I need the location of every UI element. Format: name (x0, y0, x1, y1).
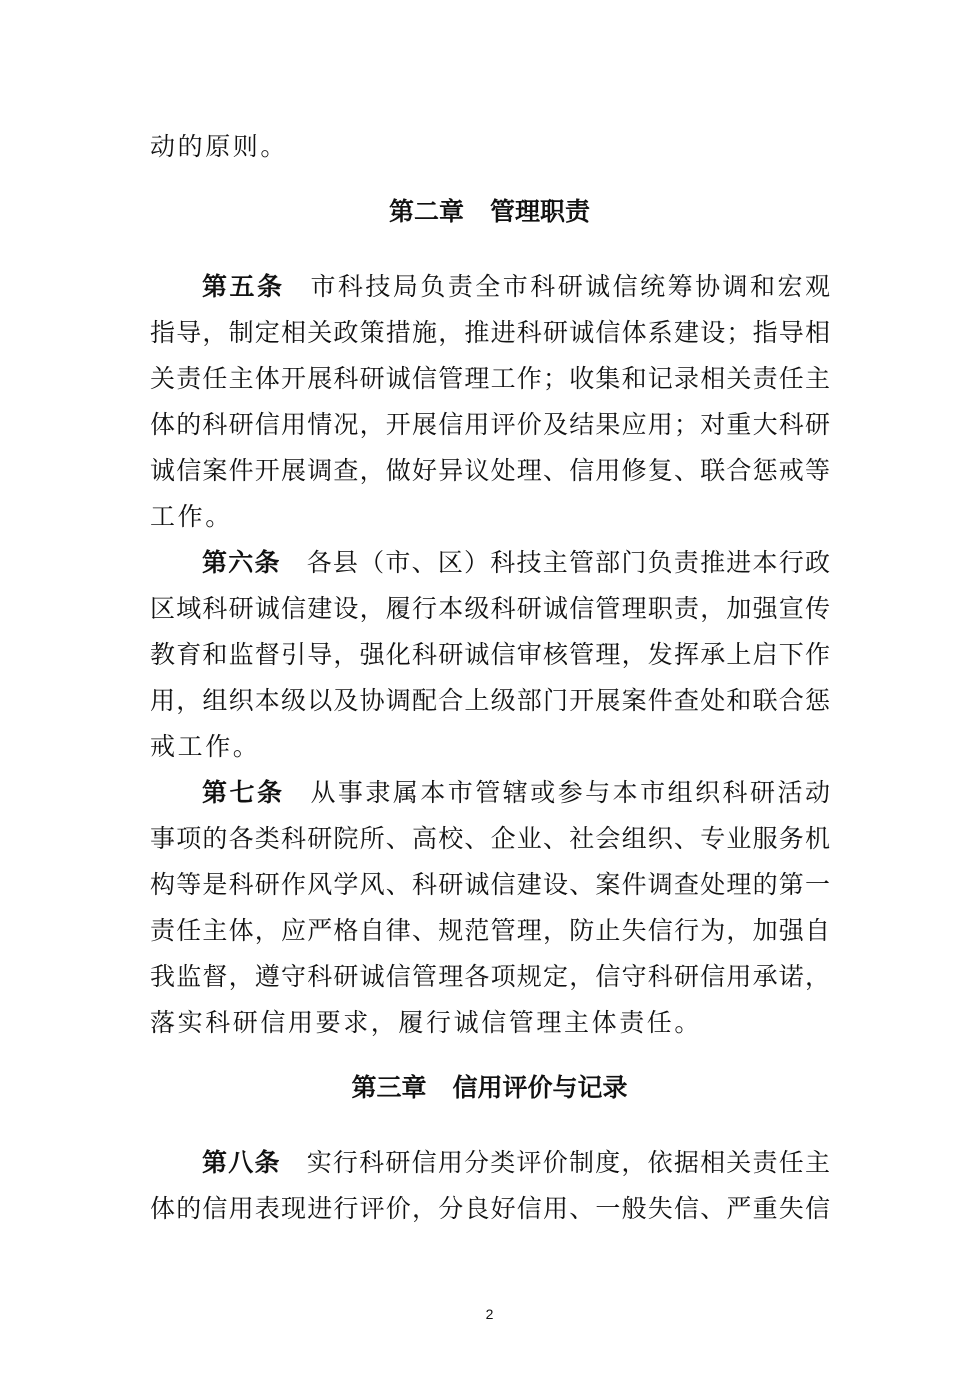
art7-line-3: 责任主体，应严格自律、规范管理，防止失信行为，加强自 (150, 916, 830, 945)
art8-label: 第八条 (202, 1148, 281, 1177)
art6-line-4: 戒工作。 (150, 732, 261, 761)
chapter-2-number: 第二章 (388, 197, 464, 226)
chapter-3-title: 信用评价与记录 (452, 1073, 628, 1102)
chapter-3-heading (0, 1071, 979, 1105)
art5-line-5: 工作。 (150, 502, 233, 531)
art5-label: 第五条 (202, 272, 285, 301)
page-number: 2 (485, 1306, 494, 1322)
art6-line-2: 教育和监督引导，强化科研诚信审核管理，发挥承上启下作 (150, 640, 830, 669)
art8-line-1: 体的信用表现进行评价，分良好信用、一般失信、严重失信 (150, 1194, 830, 1223)
lead-line: 动的原则。 (150, 132, 289, 161)
art5-line-2: 关责任主体开展科研诚信管理工作；收集和记录相关责任主 (150, 364, 830, 393)
art6-line-1: 区域科研诚信建设，履行本级科研诚信管理职责，加强宣传 (150, 594, 830, 623)
art7-label: 第七条 (202, 778, 285, 807)
chapter-2-title: 管理职责 (490, 197, 591, 226)
art5-line-1: 指导，制定相关政策措施，推进科研诚信体系建设；指导相 (150, 318, 830, 347)
art7-line-1: 事项的各类科研院所、高校、企业、社会组织、专业服务机 (150, 824, 830, 853)
art5-line-0: 第五条 市科技局负责全市科研诚信统筹协调和宏观 (202, 272, 830, 301)
art7-line-5: 落实科研信用要求，履行诚信管理主体责任。 (150, 1008, 703, 1037)
art6-label: 第六条 (202, 548, 281, 577)
art6-line-0: 第六条 各县（市、区）科技主管部门负责推进本行政 (202, 548, 830, 577)
art5-line-3: 体的科研信用情况，开展信用评价及结果应用；对重大科研 (150, 410, 830, 439)
art8-line-0: 第八条 实行科研信用分类评价制度，依据相关责任主 (202, 1148, 830, 1177)
art7-line-2: 构等是科研作风学风、科研诚信建设、案件调查处理的第一 (150, 870, 830, 899)
chapter-2-heading (0, 195, 979, 229)
art5-line-4: 诚信案件开展调查，做好异议处理、信用修复、联合惩戒等 (150, 456, 830, 485)
chapter-3-number: 第三章 (351, 1073, 427, 1102)
art7-line-0: 第七条 从事隶属本市管辖或参与本市组织科研活动 (202, 778, 830, 807)
art6-line-3: 用，组织本级以及协调配合上级部门开展案件查处和联合惩 (150, 686, 830, 715)
art7-line-4: 我监督，遵守科研诚信管理各项规定，信守科研信用承诺， (150, 962, 830, 991)
